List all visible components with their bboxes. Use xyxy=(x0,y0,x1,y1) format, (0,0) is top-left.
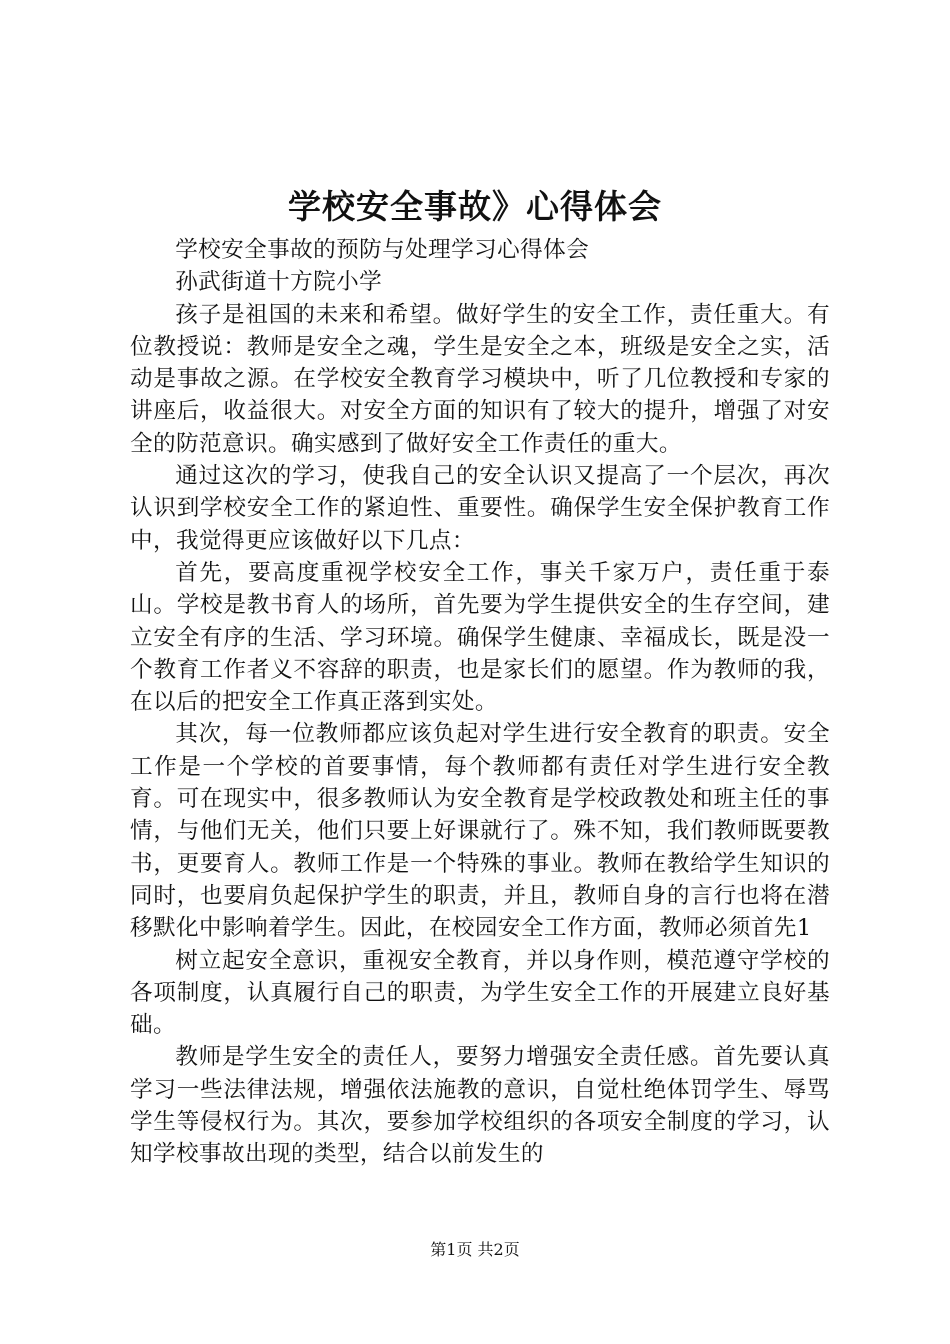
paragraph: 树立起安全意识，重视安全教育，并以身作则，模范遵守学校的各项制度，认真履行自己的职责，为学生安全工作的开展建立良好基础。 xyxy=(130,947,830,1039)
paragraph: 其次，每一位教师都应该负起对学生进行安全教育的职责。安全工作是一个学校的首要事情，每个教师都有责任对学生进行安全教育。可在现实中，很多教师认为安全教育是学校政教处和班主任的事情，与他们无关，他们只要上好课就行了。殊不知，我们教师既要教书，更要育人。教师工作是一个特殊的事业。教师在教给学生知识的同时，也要肩负起保护学生的职责，并且，教师自身的言行也将在潜移默化中影响着学生。因此，在校园安全工作方面，教师必须首先1 xyxy=(130,721,830,942)
page-footer: 第1页 共2页 xyxy=(430,1240,520,1259)
paragraph: 教师是学生安全的责任人，要努力增强安全责任感。首先要认真学习一些法律法规，增强依法施教的意识，自觉杜绝体罚学生、辱骂学生等侵权行为。其次，要参加学校组织的各项安全制度的学习，认知学校事故出现的类型，结合以前发生的 xyxy=(130,1044,830,1168)
paragraph: 孩子是祖国的未来和希望。做好学生的安全工作，责任重大。有位教授说：教师是安全之魂，学生是安全之本，班级是安全之实，活动是事故之源。在学校安全教育学习模块中，听了几位教授和专家的讲座后，收益很大。对安全方面的知识有了较大的提升，增强了对安全的防范意识。确实感到了做好安全工作责任的重大。 xyxy=(130,301,830,457)
paragraph: 通过这次的学习，使我自己的安全认识又提高了一个层次，再次认识到学校安全工作的紧迫性、重要性。确保学生安全保护教育工作中，我觉得更应该做好以下几点： xyxy=(130,463,830,554)
document-title: 学校安全事故》心得体会 xyxy=(288,187,662,226)
paragraph-subtitle: 学校安全事故的预防与处理学习心得体会 xyxy=(175,237,590,263)
paragraph-school: 孙武街道十方院小学 xyxy=(175,269,383,296)
document-body xyxy=(130,234,830,1171)
paragraph: 首先，要高度重视学校安全工作，事关千家万户，责任重于泰山。学校是教书育人的场所，首先要为学生提供安全的生存空间，建立安全有序的生活、学习环境。确保学生健康、幸福成长，既是没一个教育工作者义不容辞的职责，也是家长们的愿望。作为教师的我，在以后的把安全工作真正落到实处。 xyxy=(130,559,830,716)
